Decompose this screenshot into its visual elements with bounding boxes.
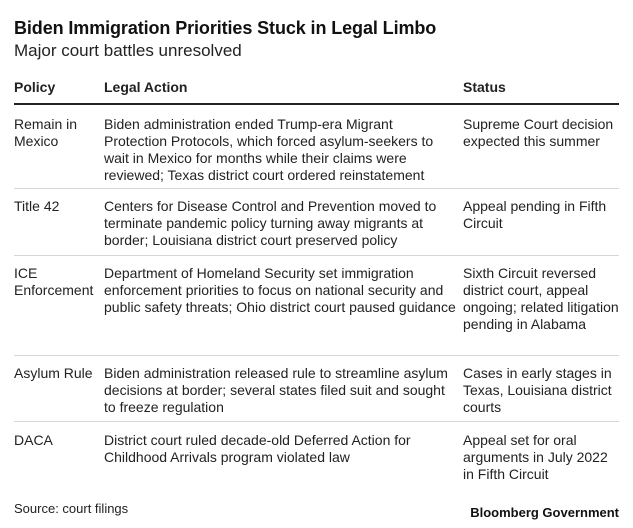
row-divider	[14, 188, 619, 189]
policy-cell: Remain in Mexico	[14, 116, 78, 149]
legal-action-cell: Biden administration ended Trump-era Migrant Protection Protocols, which forced asylum-seekers to wait in Mexico for months while their claims were reviewed; Texas district court ordered reinstatement	[104, 116, 434, 183]
status-cell: Appeal pending in Fifth Circuit	[463, 198, 607, 231]
legal-action-cell: Centers for Disease Control and Prevention moved to terminate pandemic policy turning away migrants at border; Louisiana district court preserved policy	[104, 198, 437, 248]
table-title: Biden Immigration Priorities Stuck in Legal Limbo	[14, 18, 437, 38]
policy-cell: DACA	[14, 432, 53, 448]
header-rule	[14, 103, 619, 105]
status-cell: Sixth Circuit reversed district court, appeal ongoing; related litigation pending in Alabama	[463, 265, 619, 332]
row-divider	[14, 355, 619, 356]
status-cell: Appeal set for oral arguments in July 2022 in Fifth Circuit	[463, 432, 608, 482]
status-cell: Cases in early stages in Texas, Louisiana district courts	[463, 365, 612, 415]
policy-cell: Title 42	[14, 198, 60, 214]
column-header-status: Status	[463, 79, 506, 95]
policy-cell: Asylum Rule	[14, 365, 93, 381]
legal-action-cell: Biden administration released rule to streamline asylum decisions at border; several states filed suit and sought to freeze regulation	[104, 365, 448, 415]
column-header-legal-action: Legal Action	[104, 79, 188, 95]
source-note: Source: court filings	[14, 501, 129, 516]
legal-action-cell: District court ruled decade-old Deferred Action for Childhood Arrivals program violated law	[104, 432, 411, 465]
column-header-policy: Policy	[14, 79, 56, 95]
row-divider	[14, 255, 619, 256]
policy-cell: ICE Enforcement	[14, 265, 94, 298]
table-subtitle: Major court battles unresolved	[14, 41, 242, 60]
status-cell: Supreme Court decision expected this summer	[463, 116, 614, 149]
legal-action-cell: Department of Homeland Security set immigration enforcement priorities to focus on national security and public safety threats; Ohio district court paused guidance	[104, 265, 456, 315]
brand-logo-text: Bloomberg Government	[470, 505, 619, 520]
row-divider	[14, 421, 619, 422]
